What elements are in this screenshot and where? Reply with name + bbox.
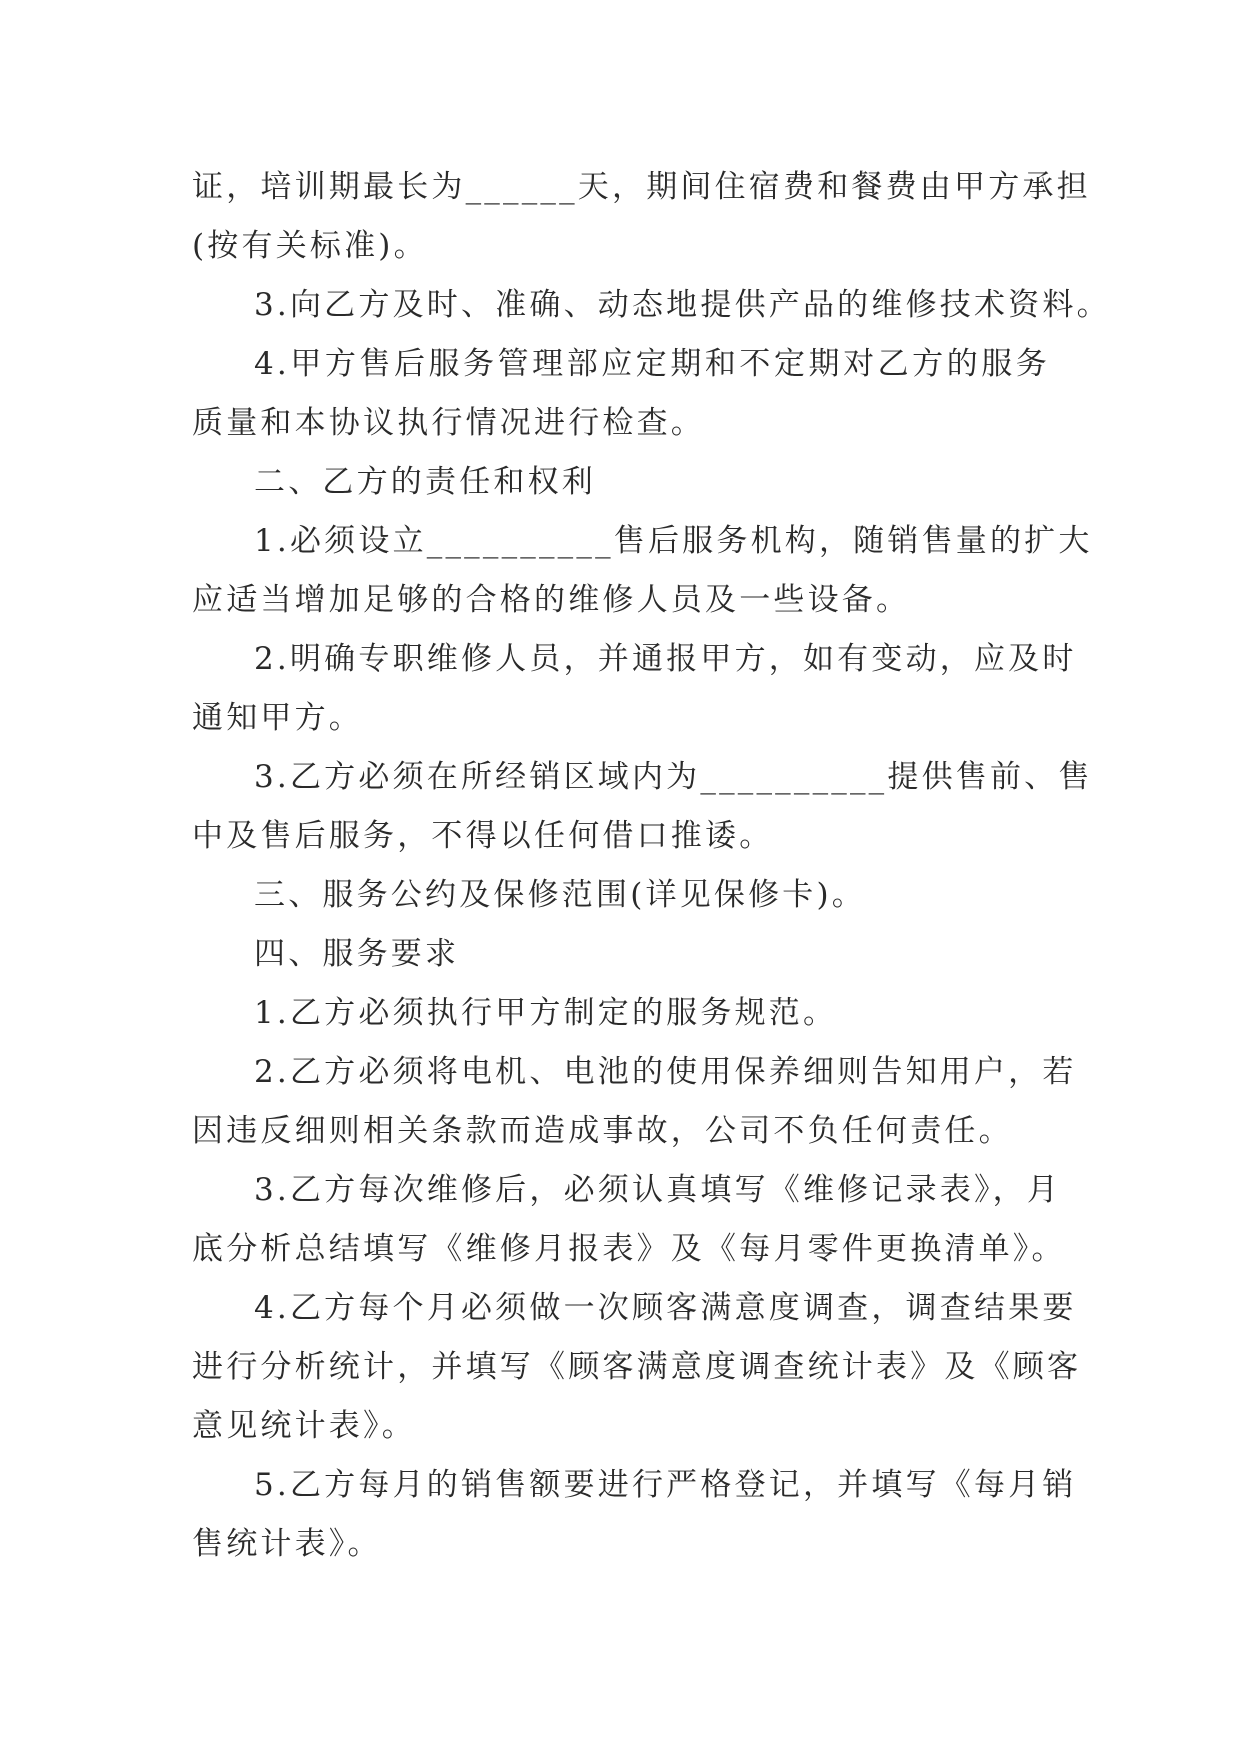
list-item-line: 1.乙方必须执行甲方制定的服务规范。 <box>254 995 838 1031</box>
list-item-line: 2.乙方必须将电机、电池的使用保养细则告知用户，若 <box>254 1054 1077 1090</box>
section-heading: 二、乙方的责任和权利 <box>254 464 596 500</box>
list-item-line: 2.明确专职维修人员，并通报甲方，如有变动，应及时 <box>254 641 1077 677</box>
paragraph-line: 底分析总结填写《维修月报表》及《每月零件更换清单》。 <box>192 1231 1066 1267</box>
list-item-line: 1.必须设立__________售后服务机构，随销售量的扩大 <box>254 523 1093 559</box>
list-item-line: 3.向乙方及时、准确、动态地提供产品的维修技术资料。 <box>254 287 1111 323</box>
document-body <box>192 158 1111 1574</box>
list-item-line: 5.乙方每月的销售额要进行严格登记，并填写《每月销 <box>254 1467 1077 1503</box>
paragraph-line: 证，培训期最长为______天，期间住宿费和餐费由甲方承担 <box>192 169 1091 205</box>
list-item-line: 4.乙方每个月必须做一次顾客满意度调查，调查结果要 <box>254 1290 1077 1326</box>
section-heading: 四、服务要求 <box>254 936 460 972</box>
paragraph-line: 因违反细则相关条款而造成事故，公司不负任何责任。 <box>192 1113 1013 1149</box>
paragraph-line: 质量和本协议执行情况进行检查。 <box>192 405 705 441</box>
paragraph-line: 售统计表》。 <box>192 1526 382 1562</box>
paragraph-line: 进行分析统计，并填写《顾客满意度调查统计表》及《顾客 <box>192 1349 1082 1385</box>
list-item-line: 4.甲方售后服务管理部应定期和不定期对乙方的服务 <box>254 346 1050 382</box>
paragraph-line: 中及售后服务，不得以任何借口推诿。 <box>192 818 774 854</box>
paragraph-line: (按有关标准)。 <box>192 228 428 264</box>
paragraph-line: 通知甲方。 <box>192 700 363 736</box>
section-heading: 三、服务公约及保修范围(详见保修卡)。 <box>254 877 866 913</box>
list-item-line: 3.乙方必须在所经销区域内为__________提供售前、售 <box>254 759 1093 795</box>
paragraph-line: 意见统计表》。 <box>192 1408 416 1444</box>
paragraph-line: 应适当增加足够的合格的维修人员及一些设备。 <box>192 582 911 618</box>
list-item-line: 3.乙方每次维修后，必须认真填写《维修记录表》，月 <box>254 1172 1062 1208</box>
